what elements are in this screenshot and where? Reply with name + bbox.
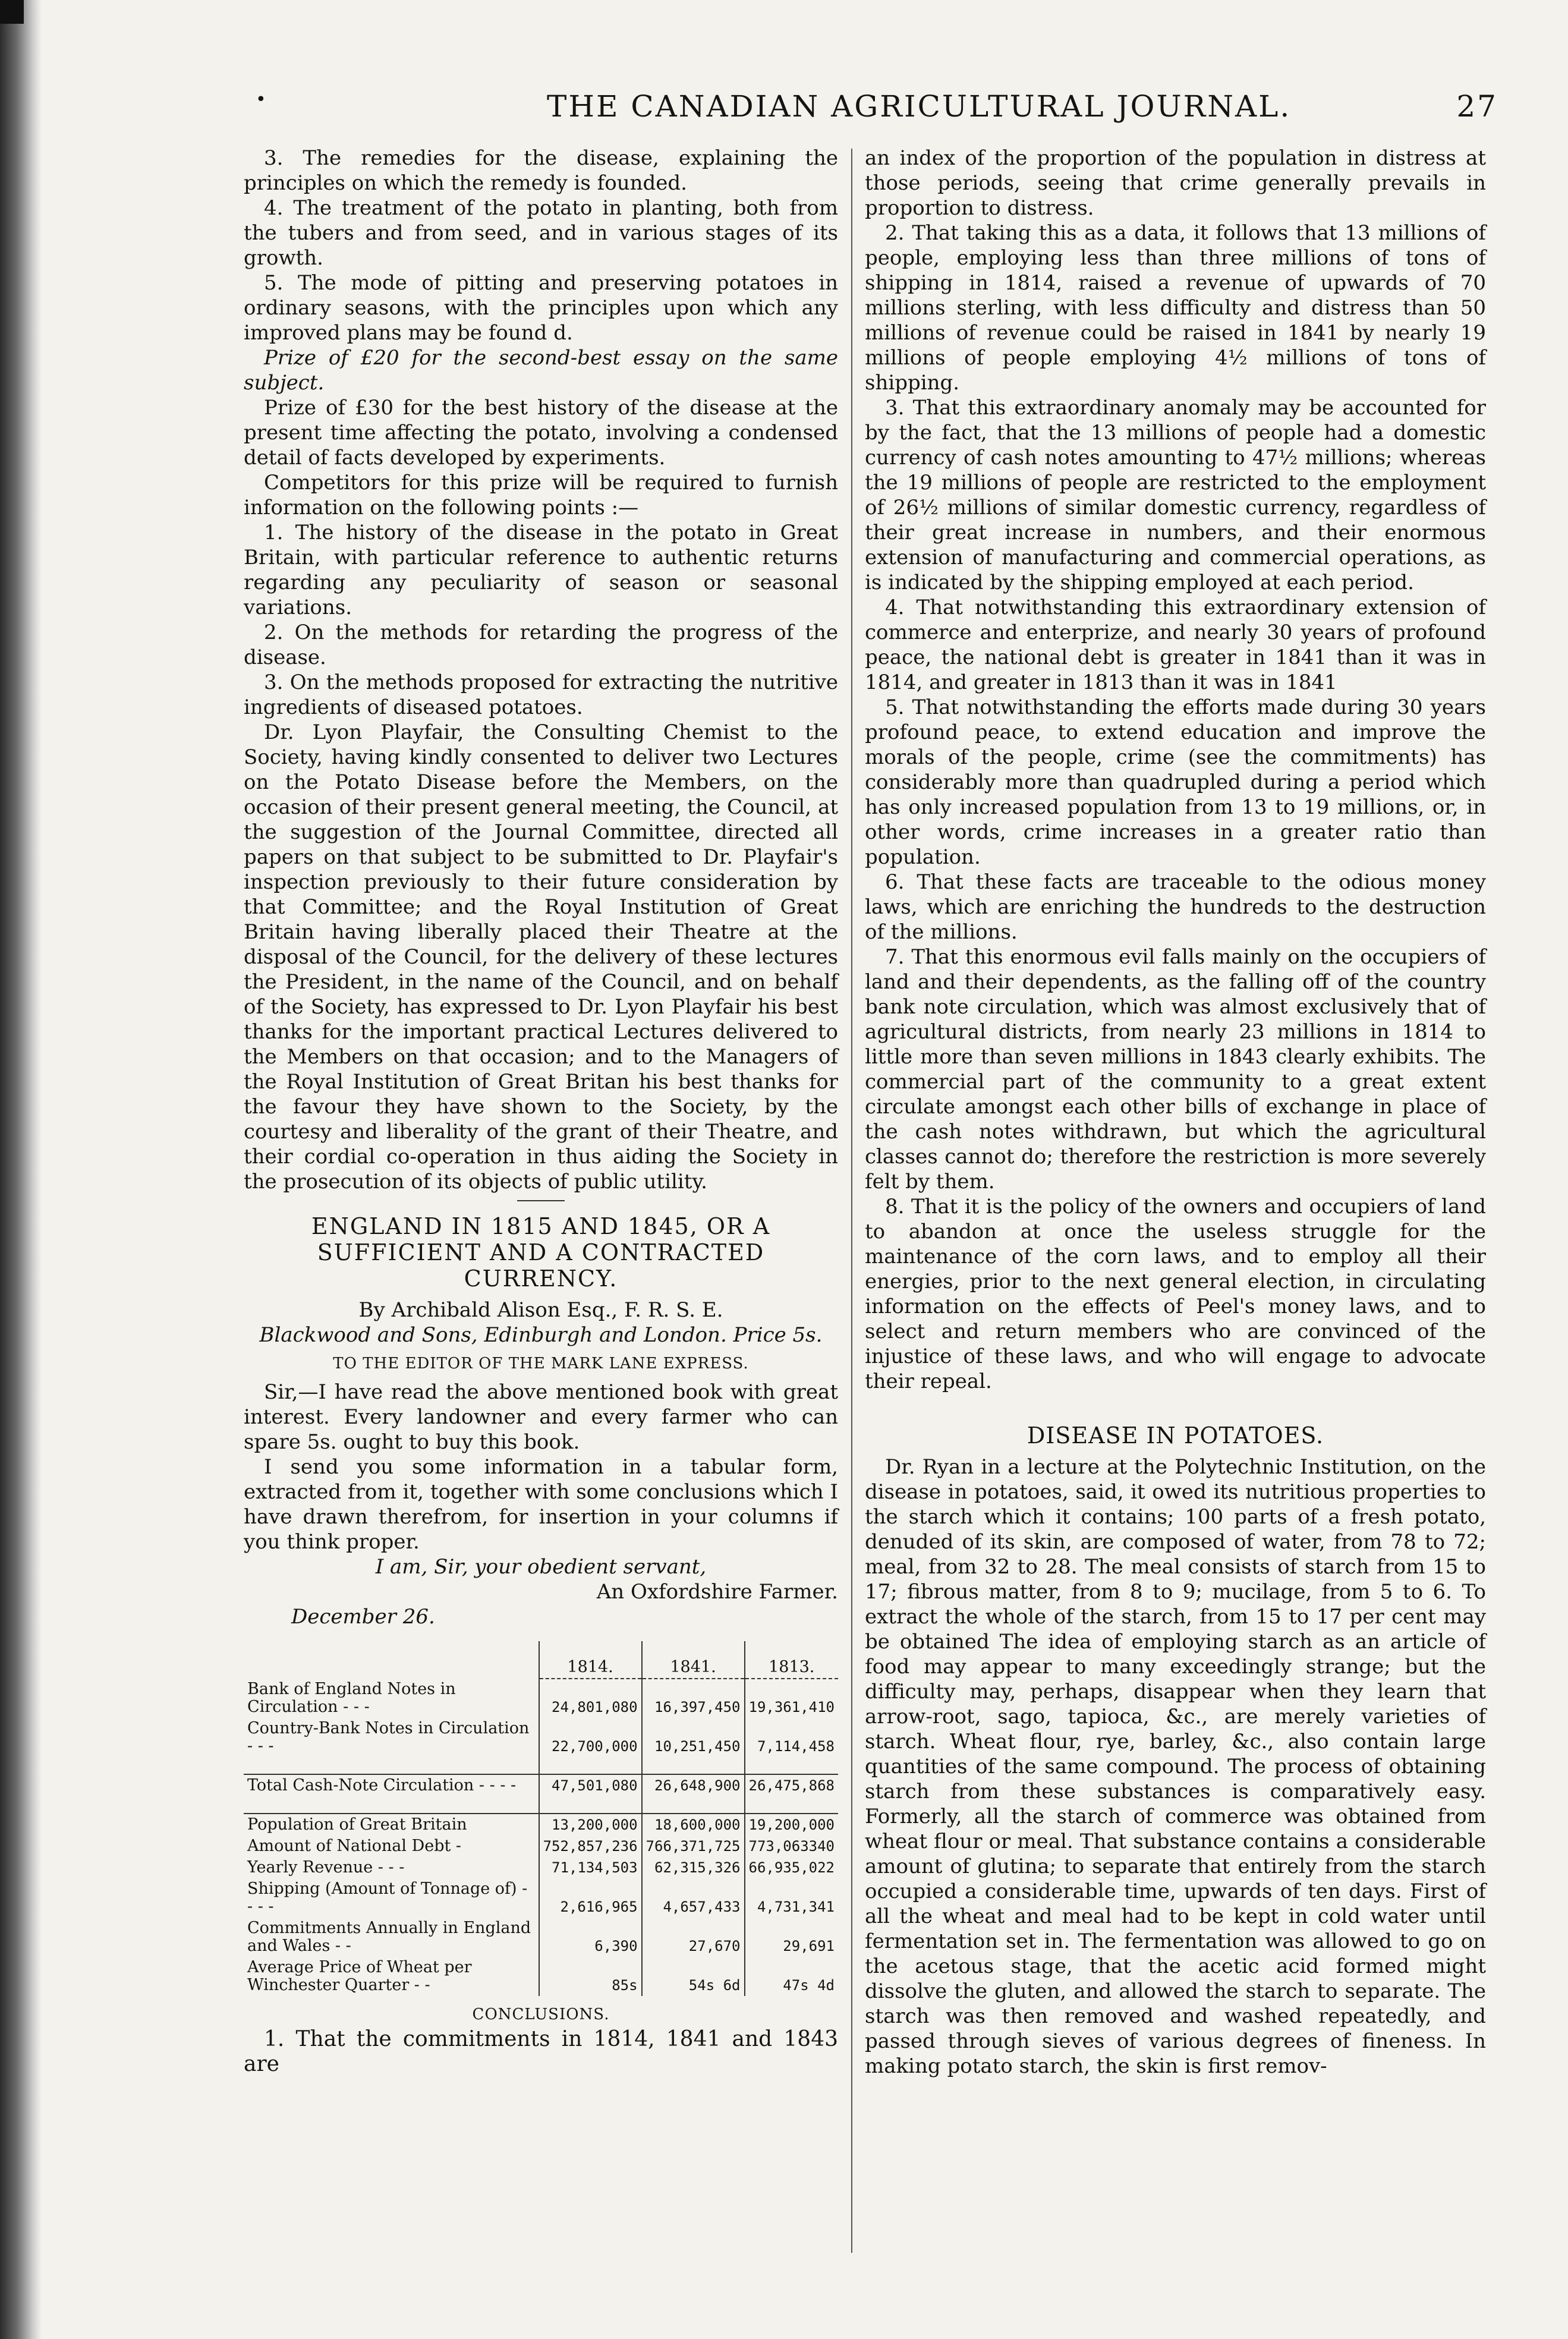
addressee: TO THE EDITOR OF THE MARK LANE EXPRESS. [333,1355,749,1372]
table-cell: 29,691 [745,1918,839,1957]
letter-date: December 26. [291,1605,435,1629]
paragraph: 5. The mode of pitting and preserving potatoes in ordinary seasons, with the principles upon which any improved plans may be found d. [244,271,838,345]
table-cell: 71,134,503 [539,1857,642,1878]
paragraph: 6. That these facts are traceable to the odious money laws, which are enriching the hundreds to the destruction of the millions. [865,870,1486,944]
section-rule [517,1200,565,1201]
article-title: ENGLAND IN 1815 AND 1845, OR A SUFFICIENT AND A CONTRACTED CURRENCY. [311,1213,771,1292]
table-row-label: Commitments Annually in England and Wales - - [247,1919,531,1955]
table-cell: 6,390 [539,1918,642,1957]
table-header-row [244,1641,838,1679]
page-number: 27 [1456,89,1498,124]
table-cell: 19,361,410 [745,1679,839,1718]
paragraph: 3. That this extraordinary anomaly may be accounted for by the fact, that the 13 millions of people had a domestic currency of cash notes amounting to 47½ millions; whereas the 19 millions of people are restricted to the employment of 26½ millions of similar domestic currency, regardless of their great increase in numbers, and their enormous extension of manufacturing and commercial operations, as is indicated by the shipping employed at each period. [865,396,1486,594]
table-row [244,1957,838,1996]
table-column-header: 1841. [642,1641,745,1679]
table-row-label: Shipping (Amount of Tonnage of) - - - - [247,1880,528,1916]
paragraph: 3. The remedies for the disease, explaining the principles on which the remedy is founded. [244,146,838,195]
paragraph: 2. That taking this as a data, it follows that 13 millions of people, employing less than three millions of tons of shipping in 1814, raised a revenue of upwards of 70 millions sterling, with less difficulty and distress than 50 millions of revenue could be raised in 1841 by nearly 19 millions of people employing 4½ millions of tons of shipping. [865,221,1486,395]
paragraph: I send you some information in a tabular form, extracted from it, together with some conclusions which I have drawn therefrom, for insertion in your columns if you think proper. [244,1455,838,1554]
table-row-label: Bank of England Notes in Circulation - - - [247,1680,456,1716]
table-row [244,1878,838,1918]
table-row [244,1814,838,1836]
table-cell: 22,700,000 [539,1718,642,1757]
column-divider [851,149,852,2253]
table-cell: 47,501,080 [539,1774,642,1796]
table-cell: 62,315,326 [642,1857,745,1878]
table-cell: 66,935,022 [745,1857,839,1878]
paragraph: Prize of £30 for the best history of the disease at the present time affecting the potato, involving a condensed detail of facts developed by experiments. [244,396,838,470]
table-row [244,1679,838,1718]
table-cell: 752,857,236 [539,1836,642,1857]
table-cell: 766,371,725 [642,1836,745,1857]
paragraph: 3. On the methods proposed for extracting the nutritive ingredients of diseased potatoes. [244,670,838,719]
paragraph: 4. The treatment of the potato in planting, both from the tubers and from seed, and in various stages of its growth. [244,196,838,270]
table-cell: 773,063340 [745,1836,839,1857]
ink-blot [0,0,24,24]
paragraph: 1. That the commitments in 1814, 1841 and 1843 are [244,2027,838,2076]
table-cell: 26,648,900 [642,1774,745,1796]
table-row [244,1918,838,1957]
byline: By Archibald Alison Esq., F. R. S. E. [358,1298,723,1322]
paragraph: Sir,—I have read the above mentioned book with great interest. Every landowner and every farmer who can spare 5s. ought to buy this book. [244,1380,838,1454]
paragraph: 4. That notwithstanding this extraordinary extension of commerce and enterprize, and nearly 30 years of profound peace, the national debt is greater in 1841 than it was in 1814, and greater in 1813 than it was in 1841 [865,596,1486,694]
table-cell: 26,475,868 [745,1774,839,1796]
paragraph: 7. That this enormous evil falls mainly on the occupiers of land and their dependents, as the falling off of the country bank note circulation, which was almost exclusively that of agricultural districts, from nearly 23 millions in 1814 to little more than seven millions in 1843 clearly exhibits. The commercial part of the community to a great extent circulate amongst each other bills of exchange in place of the cash notes withdrawn, but which the agricultural classes cannot do; therefore the restriction is more severely felt by them. [865,945,1486,1194]
table-cell: 18,600,000 [642,1814,745,1836]
signature: An Oxfordshire Farmer. [596,1580,838,1604]
paragraph: Prize of £20 for the second-best essay on the same subject. [244,346,838,395]
table-cell: 4,657,433 [642,1878,745,1918]
table-cell: 16,397,450 [642,1679,745,1718]
paragraph: Dr. Lyon Playfair, the Consulting Chemist to the Society, having kindly consented to deliver two Lectures on the Potato Disease before the Members, on the occasion of their present general meeting, the Council, at the suggestion of the Journal Committee, directed all papers on that subject to be submitted to Dr. Playfair's inspection previously to their future consideration by that Committee; and the Royal Institution of Great Britain having liberally placed their Theatre at the disposal of the Council, for the delivery of these lectures the President, in the name of the Council, and on behalf of the Society, has expressed to Dr. Lyon Playfair his best thanks for the important practical Lectures delivered to the Members on that occasion; and to the Managers of the Royal Institution of Great Britan his best thanks for the favour they have shown to the Society, by the courtesy and liberality of the grant of their Theatre, and their cordial co-operation in thus aiding the Society in the prosecution of its objects of public utility. [244,720,838,1194]
table-cell: 4,731,341 [745,1878,839,1918]
table-cell: 54s 6d [642,1957,745,1996]
publisher-line: Blackwood and Sons, Edinburgh and London. Price 5s. [259,1323,823,1347]
table-row [244,1857,838,1878]
statistics-table [244,1641,838,1996]
table-row-label: Population of Great Britain [244,1814,539,1836]
conclusions-heading: CONCLUSIONS. [472,2006,610,2023]
table-cell: 24,801,080 [539,1679,642,1718]
journal-title: THE CANADIAN AGRICULTURAL JOURNAL. [547,89,1292,124]
paragraph: Dr. Ryan in a lecture at the Polytechnic Institution, on the disease in potatoes, said, it owed its nutritious properties to the starch which it contains; 100 parts of a fresh potato, denuded of its skin, are composed of water, from 78 to 72; meal, from 32 to 28. The meal consists of starch from 15 to 17; fibrous matter, from 8 to 9; mucilage, from 5 to 6. To extract the whole of the starch, from 15 to 17 per cent may be obtained The idea of employing starch as an article of food may appear to many exceedingly strange; but the difficulty may, perhaps, disappear when they learn that arrow-root, sago, tapioca, &c., are merely varieties of starch. Wheat flour, rye, barley, &c., also contain large quantities of the same compound. The process of obtaining starch from these substances is comparatively easy. Formerly, all the starch of commerce was obtained from wheat flour or meal. That substance contains a considerable amount of glutina; to separate that entirely from the starch occupied a considerable time, upwards of ten days. First of all the wheat and meal had to be kept in cold water until fermentation set in. The fermentation was allowed to go on the acetous stage, that the acetic acid formed might dissolve the gluten, and allowed the starch to separate. The starch was then removed and washed repeatedly, and passed through sieves of various degrees of fineness. In making potato starch, the skin is first remov- [865,1455,1486,2078]
table-row-label: Amount of National Debt - [247,1837,462,1855]
paragraph: 2. On the methods for retarding the progress of the disease. [244,621,838,669]
page-header [256,89,1498,131]
table-column-header: 1813. [745,1641,839,1679]
table-cell: 10,251,450 [642,1718,745,1757]
table-cell: 27,670 [642,1918,745,1957]
article-title: DISEASE IN POTATOES. [1027,1422,1324,1449]
table-row-label: Total Cash-Note Circulation - - - - [244,1774,539,1796]
paragraph: 8. That it is the policy of the owners and occupiers of land to abandon at once the useless struggle for the maintenance of the corn laws, and to employ all their energies, prior to the next general election, in circulating information on the effects of Peel's money laws, and to select and return members who are convinced of the injustice of these laws, and who will engage to advocate their repeal. [865,1195,1486,1393]
table-row-label: Average Price of Wheat per Winchester Quarter - - [247,1958,472,1994]
table-cell: 7,114,458 [745,1718,839,1757]
table-cell: 2,616,965 [539,1878,642,1918]
table-cell: 13,200,000 [539,1814,642,1836]
table-column-header: 1814. [539,1641,642,1679]
book-binding-shadow [0,0,42,2339]
paragraph: 5. That notwithstanding the efforts made during 30 years profound peace, to extend education and improve the morals of the people, crime (see the commitments) has considerably more than quadrupled during a period which has only increased population from 13 to 19 millions, or, in other words, crime increases in a greater ratio than population. [865,695,1486,869]
header-bullet: • [256,89,268,110]
left-column [244,146,838,2077]
table-row-label: Country-Bank Notes in Circulation - - - [247,1719,530,1755]
right-column [865,146,1486,2079]
paragraph: Competitors for this prize will be required to furnish information on the following points :— [244,471,838,520]
table-cell: 19,200,000 [745,1814,839,1836]
table-row [244,1774,838,1796]
table-cell: 47s 4d [745,1957,839,1996]
table-row [244,1718,838,1757]
paragraph: an index of the proportion of the population in distress at those periods, seeing that crime generally prevails in proportion to distress. [865,146,1486,220]
table-row [244,1836,838,1857]
paragraph: 1. The history of the disease in the potato in Great Britain, with particular reference to authentic returns regarding any peculiarity of season or seasonal variations. [244,521,838,619]
table-cell: 85s [539,1957,642,1996]
signoff: I am, Sir, your obedient servant, [375,1555,707,1579]
table-row-label: Yearly Revenue - - - [247,1858,405,1877]
